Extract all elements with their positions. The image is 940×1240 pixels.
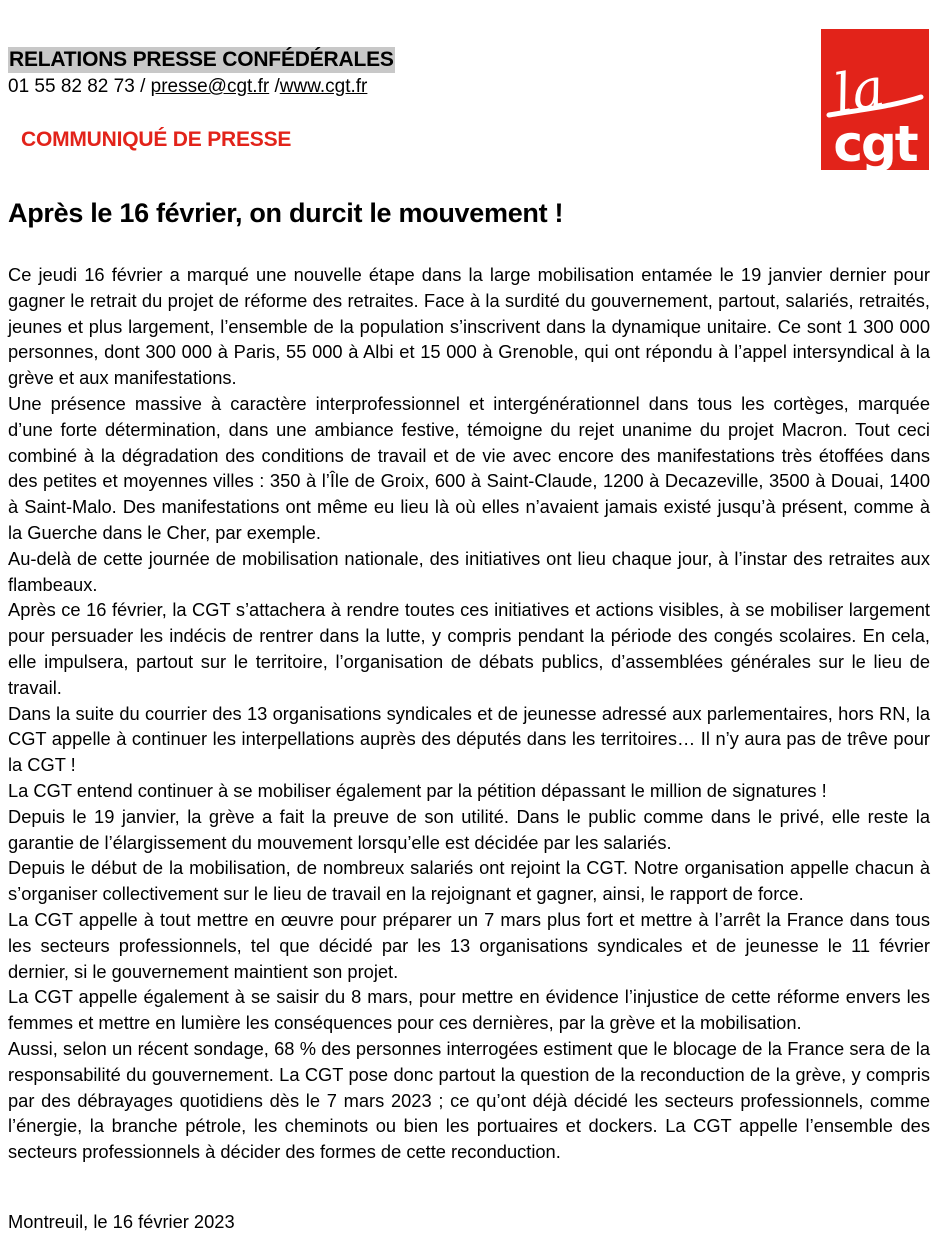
- paragraph: La CGT appelle également à se saisir du 8 mars, pour mettre en évidence l’injustice de cette réforme envers les femmes et mettre en lumière les conséquences pour ces dernières, par la grève et la mobilisation.: [8, 986, 930, 1034]
- org-title: RELATIONS PRESSE CONFÉDÉRALES: [9, 48, 394, 71]
- paragraph: Aussi, selon un récent sondage, 68 % des personnes interrogées estiment que le blocage de la France sera de la responsabilité du gouvernement. La CGT pose donc partout la question de la reconduction de la grève, y compris par des débrayages quotidiens dès le 7 mars 2023 ; ce qu’ont déjà décidé les secteurs professionnels, comme l’énergie, la branche pétrole, les cheminots ou bien les portuaires et dockers. La CGT appelle l’ensemble des secteurs professionnels à décider des formes de cette reconduction.: [8, 1037, 930, 1163]
- paragraph: Ce jeudi 16 février a marqué une nouvelle étape dans la large mobilisation entamée le 19 janvier dernier pour gagner le retrait du projet de réforme des retraites. Face à la surdité du gouvernement, partout, salariés, retraités, jeunes et plus largement, l’ensemble de la population s’inscrivent dans la dynamique unitaire. Ce sont 1 300 000 personnes, dont 300 000 à Paris, 55 000 à Albi et 15 000 à Grenoble, qui ont répondu à l’appel intersyndical à la grève et aux manifestations.: [8, 264, 930, 389]
- logo-script-text: la: [829, 55, 889, 127]
- paragraph: Après ce 16 février, la CGT s’attachera à rendre toutes ces initiatives et actions visibles, à se mobiliser largement pour persuader les indécis de rentrer dans la lutte, y compris pendant la période des congés scolaires. En cela, elle impulsera, partout sur le territoire, l’organisation de débats publics, d’assemblées générales sur le lieu de travail.: [8, 599, 930, 698]
- communique-label: COMMUNIQUÉ DE PRESSE: [21, 128, 292, 151]
- paragraph: Au-delà de cette journée de mobilisation nationale, des initiatives ont lieu chaque jour, à l’instar des retraites aux flambeaux.: [8, 547, 930, 595]
- paragraph: Une présence massive à caractère interprofessionnel et intergénérationnel dans tous les cortèges, marquée d’une forte détermination, dans une ambiance festive, témoigne du rejet unanime du projet Macron. Tout ceci combiné à la dégradation des conditions de travail et de vie avec encore des manifestations très étoffées dans des petites et moyennes villes : 350 à l’Île de Groix, 600 à Saint-Claude, 1200 à Decazeville, 3500 à Douai, 1400 à Saint-Malo. Des manifestations ont même eu lieu là où elles n’avaient jamais existé jusqu’à présent, comme à la Guerche dans le Cher, par exemple.: [8, 392, 930, 543]
- phone-number: 01 55 82 82 73: [8, 76, 135, 97]
- press-contact-header: [8, 47, 395, 99]
- paragraph: La CGT entend continuer à se mobiliser également par la pétition dépassant le million de signatures !: [8, 779, 827, 801]
- press-release-body: [8, 262, 930, 1165]
- email-link[interactable]: presse@cgt.fr: [150, 76, 270, 97]
- headline: Après le 16 février, on durcit le mouvement !: [8, 198, 564, 228]
- logo-main-text: cgt: [833, 115, 917, 170]
- paragraph: Dans la suite du courrier des 13 organisations syndicales et de jeunesse adressé aux parlementaires, hors RN, la CGT appelle à continuer les interpellations auprès des députés dans les territoires… Il n’y aura pas de trêve pour la CGT !: [8, 702, 930, 776]
- paragraph: Depuis le début de la mobilisation, de nombreux salariés ont rejoint la CGT. Notre organisation appelle chacun à s’organiser collectivement sur le lieu de travail en la rejoignant et gagner, ainsi, le rapport de force.: [8, 857, 930, 905]
- cgt-logo: [821, 29, 929, 170]
- paragraph: Depuis le 19 janvier, la grève a fait la preuve de son utilité. Dans le public comme dans le privé, elle reste la garantie de l’élargissement du mouvement lorsqu’elle est décidée par les salariés.: [8, 805, 930, 853]
- website-link[interactable]: www.cgt.fr: [279, 76, 368, 97]
- paragraph: La CGT appelle à tout mettre en œuvre pour préparer un 7 mars plus fort et mettre à l’arrêt la France dans tous les secteurs professionnels, tel que décidé par les 13 organisations syndicales et de jeunesse le 11 février dernier, si le gouvernement maintient son projet.: [8, 908, 930, 982]
- separator: /: [269, 76, 280, 97]
- signoff-date-place: Montreuil, le 16 février 2023: [8, 1211, 235, 1232]
- separator: /: [134, 76, 151, 97]
- contact-line: [8, 75, 395, 99]
